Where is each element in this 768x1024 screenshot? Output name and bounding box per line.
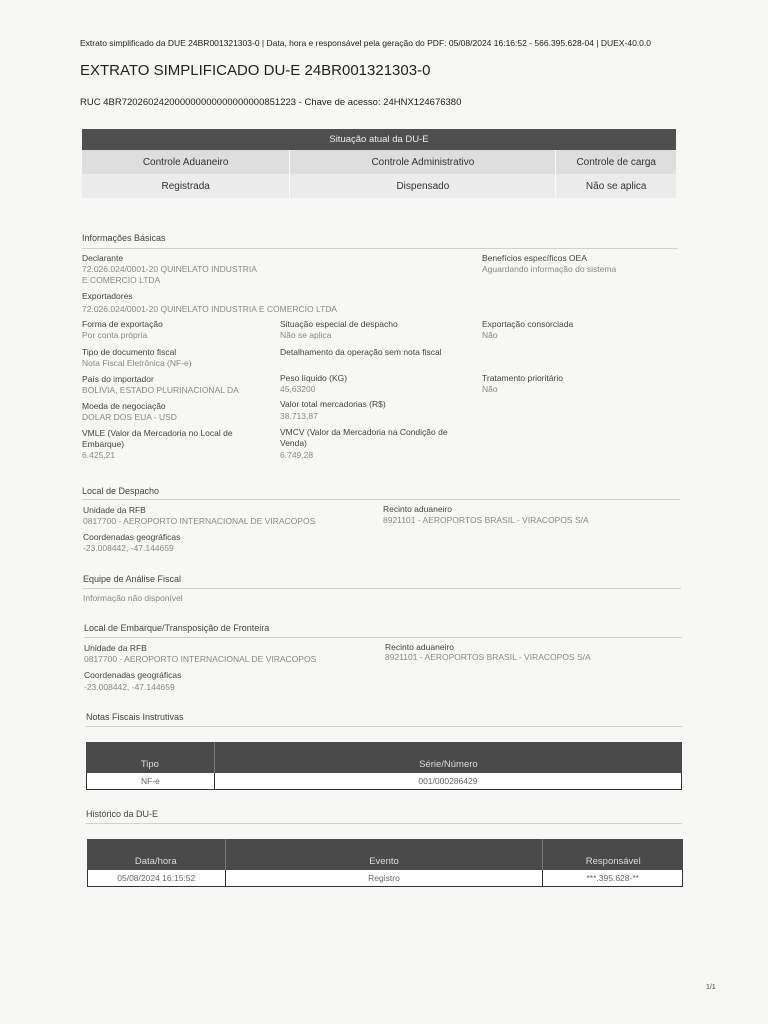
situacao-especial-label: Situação especial de despacho [280,319,398,329]
vmle-label: VMLE (Valor da Mercadoria no Local de [82,428,233,438]
consorciada-label: Exportação consorciada [482,319,574,329]
embarque-recinto-value: 8921101 - AEROPORTOS BRASIL - VIRACOPOS S/A [385,652,591,662]
despacho-recinto-label: Recinto aduaneiro [383,504,452,514]
situacao-especial-value: Não se aplica [280,330,332,340]
embarque-recinto-label: Recinto aduaneiro [385,642,454,652]
despacho-unidade-label: Unidade da RFB [83,505,146,515]
status-col-carga: Controle de carga [555,150,676,174]
historico-cell-evento: Registro [225,870,543,886]
notas-cell-tipo: NF-e [140,776,160,786]
divider [86,726,682,727]
forma-exportacao-value: Por conta própria [82,330,148,340]
notas-header-serie: Série/Número [214,742,682,773]
tratamento-value: Não [482,384,498,394]
section-title-informacoes: Informações Básicas [82,233,166,243]
divider [82,248,678,249]
historico-header-responsavel: Responsável [542,839,683,870]
exportadores-value: 72.026.024/0001-20 QUINELATO INDUSTRIA E COMERCIO LTDA [82,304,338,314]
divider [86,823,682,824]
section-title-historico: Histórico da DU-E [86,809,159,819]
tipo-documento-label: Tipo de documento fiscal [82,347,177,357]
status-col-aduaneiro: Controle Aduaneiro [142,156,229,168]
historico-cell-datahora: 05/08/2024 16:15:52 [117,873,196,883]
status-table-columns [82,150,676,174]
section-title-notas: Notas Fiscais Instrutivas [86,712,184,722]
divider [83,588,681,589]
historico-header-evento: Evento [225,839,543,870]
divider [82,499,680,500]
embarque-coordenadas-value: -23.008442, -47.144659 [84,682,175,692]
embarque-unidade-label: Unidade da RFB [84,643,147,653]
declarante-value-cont: E COMERCIO LTDA [82,275,161,285]
equipe-value: Informação não disponível [83,593,183,603]
despacho-recinto-value: 8921101 - AEROPORTOS BRASIL - VIRACOPOS S/A [383,515,589,525]
tratamento-label: Tratamento prioritário [482,373,563,383]
notas-table-header [86,742,682,773]
notas-table [86,742,682,790]
embarque-unidade-value: 0817700 - AEROPORTO INTERNACIONAL DE VIRACOPOS [84,654,317,664]
status-col-administrativo: Controle Administrativo [289,150,555,174]
status-table-values [82,174,676,198]
beneficios-label: Benefícios específicos OEA [482,253,587,263]
status-value-aduaneiro: Registrada [161,180,210,192]
consorciada-value: Não [482,330,498,340]
moeda-label: Moeda de negociação [82,401,166,411]
generation-info: Extrato simplificado da DUE 24BR001321303-0 | Data, hora e responsável pela geração do PDF: 05/08/2024 16:16:52 - 566.395.628-04 | DUEX-40.0.0 [80,38,651,48]
moeda-value: DOLAR DOS EUA - USD [82,412,177,422]
vmcv-value: 6.749,28 [280,450,314,460]
section-title-despacho: Local de Despacho [82,486,160,496]
declarante-label: Declarante [82,253,124,263]
vmcv-label-cont: Venda) [280,438,307,448]
beneficios-value: Aguardando informação do sistema [482,264,617,274]
historico-table [87,839,683,887]
status-value-administrativo: Dispensado [289,174,555,198]
vmcv-label: VMCV (Valor da Mercadoria na Condição de [280,427,448,437]
valor-total-label: Valor total mercadorias (R$) [280,399,386,409]
valor-total-value: 38.713,87 [280,411,318,421]
status-table-header: Situação atual da DU-E [82,129,676,150]
divider [84,637,682,638]
status-value-carga: Não se aplica [555,174,676,198]
historico-table-header [87,839,683,870]
page-number: 1/1 [706,984,716,991]
declarante-value: 72.026.024/0001-20 QUINELATO INDUSTRIA [82,264,257,274]
table-row [86,773,682,790]
despacho-coordenadas-label: Coordenadas geográficas [83,532,181,542]
notas-header-tipo: Tipo [140,759,159,770]
despacho-coordenadas-value: -23.008442, -47.144659 [83,543,174,553]
vmle-label-cont: Embarque) [82,439,125,449]
forma-exportacao-label: Forma de exportação [82,319,163,329]
historico-header-datahora: Data/hora [134,856,177,867]
section-title-equipe: Equipe de Análise Fiscal [83,574,182,584]
peso-liquido-value: 45,63200 [280,384,316,394]
vmle-value: 6.425,21 [82,450,116,460]
detalhamento-label: Detalhamento da operação sem nota fiscal [280,347,442,357]
embarque-coordenadas-label: Coordenadas geográficas [84,670,182,680]
exportadores-label: Exportadores [82,291,133,301]
notas-cell-serie: 001/000286429 [214,773,681,789]
table-row [87,870,683,887]
pais-importador-value: BOLIVIA, ESTADO PLURINACIONAL DA [82,385,239,395]
tipo-documento-value: Nota Fiscal Eletrônica (NF-e) [82,358,192,368]
historico-cell-responsavel: ***.395.628-** [542,870,682,886]
page-title: EXTRATO SIMPLIFICADO DU-E 24BR001321303-0 [80,62,431,79]
section-title-embarque: Local de Embarque/Transposição de Fronteira [84,623,270,633]
despacho-unidade-value: 0817700 - AEROPORTO INTERNACIONAL DE VIRACOPOS [83,516,316,526]
peso-liquido-label: Peso líquido (KG) [280,373,348,383]
ruc-access-key: RUC 4BR720260242000000000000000000851223 - Chave de acesso: 24HNX124676380 [80,97,462,108]
pais-importador-label: País do importador [82,374,154,384]
